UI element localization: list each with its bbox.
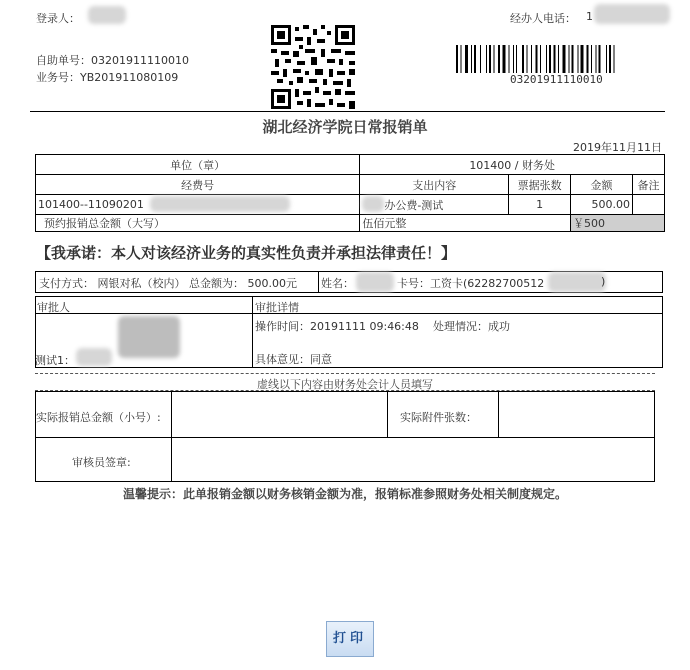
approval-divider-vertical	[252, 296, 253, 368]
col-fund-number: 经费号	[36, 175, 360, 195]
card-close-paren: )	[601, 275, 606, 288]
warm-tip: 温馨提示：此单报销金额以财务核销金额为准，报销标准参照财务处相关制度规定。	[122, 487, 567, 501]
self-service-number: 自助单号：03201911110010	[36, 54, 189, 67]
col-amount: 金额	[571, 175, 633, 195]
barcode-icon	[456, 45, 664, 73]
login-name-redacted	[88, 6, 126, 24]
finance-divider-mid	[387, 391, 388, 437]
col-note: 备注	[632, 175, 664, 195]
form-date: 2019年11月11日	[573, 141, 662, 154]
row-expense-content: 办公费-测试	[360, 195, 509, 215]
col-bill-count: 票据张数	[509, 175, 571, 195]
expense-table	[35, 154, 665, 232]
total-chinese: 伍佰元整	[360, 215, 571, 232]
fund-number-redacted	[150, 196, 290, 212]
payee-name-label: 姓名：	[321, 277, 354, 290]
actual-total-label: 实际报销总金额（小号）:	[36, 411, 161, 424]
dashed-line-top	[35, 373, 655, 374]
attachments-label: 实际附件张数：	[400, 411, 477, 424]
approver-name-redacted	[76, 348, 112, 366]
payee-name-redacted	[356, 272, 394, 292]
handler-phone-label: 经办人电话：	[510, 12, 576, 25]
payee-card: 卡号：工资卡(62282700512	[397, 277, 545, 290]
expense-redacted	[362, 196, 384, 212]
finance-divider-left	[171, 391, 172, 482]
handler-phone-redacted	[594, 4, 670, 24]
approver-label: 审批人	[37, 301, 70, 314]
row-bill-count: 1	[509, 195, 571, 215]
page-title: 湖北经济学院日常报销单	[262, 118, 428, 136]
approval-divider-horizontal	[35, 313, 663, 314]
unit-label: 单位（章）	[36, 155, 360, 175]
qr-code-icon	[271, 25, 355, 109]
handler-phone-prefix: 1	[586, 10, 593, 23]
print-button[interactable]: 打印	[326, 621, 374, 657]
barcode-number: 03201911110010	[510, 73, 603, 86]
header-divider	[30, 111, 665, 112]
processing-status: 处理情况：成功	[433, 320, 510, 333]
reviewer-label: 审核员签章:	[72, 456, 131, 469]
promise-statement: 【我承诺：本人对该经济业务的真实性负责并承担法律责任！】	[36, 244, 457, 262]
fund-number-value: 101400--11090201	[38, 198, 144, 211]
row-amount: 500.00	[571, 195, 633, 215]
total-number: ￥500	[571, 215, 665, 232]
finance-divider-horizontal	[35, 437, 655, 438]
total-label: 预约报销总金额（大写）	[36, 215, 360, 232]
unit-value: 101400 / 财务处	[360, 155, 665, 175]
col-expense-content: 支出内容	[360, 175, 509, 195]
card-number-redacted	[548, 272, 606, 292]
finance-divider-right	[498, 391, 499, 437]
payment-method: 支付方式： 网银对私（校内） 总金额为： 500.00元	[39, 277, 297, 290]
business-number: 业务号：YB201911080109	[36, 71, 179, 84]
approval-detail-label: 审批详情	[255, 301, 299, 314]
finance-note: 虚线以下内容由财务处会计人员填写	[257, 378, 433, 391]
login-label: 登录人：	[36, 12, 80, 25]
approval-opinion: 具体意见：同意	[255, 353, 332, 366]
payment-divider	[318, 271, 319, 293]
approver-name: 测试1：	[35, 354, 75, 367]
signature-redacted	[118, 316, 180, 358]
operation-time: 操作时间：20191111 09:46:48	[255, 320, 419, 333]
row-note	[632, 195, 664, 215]
